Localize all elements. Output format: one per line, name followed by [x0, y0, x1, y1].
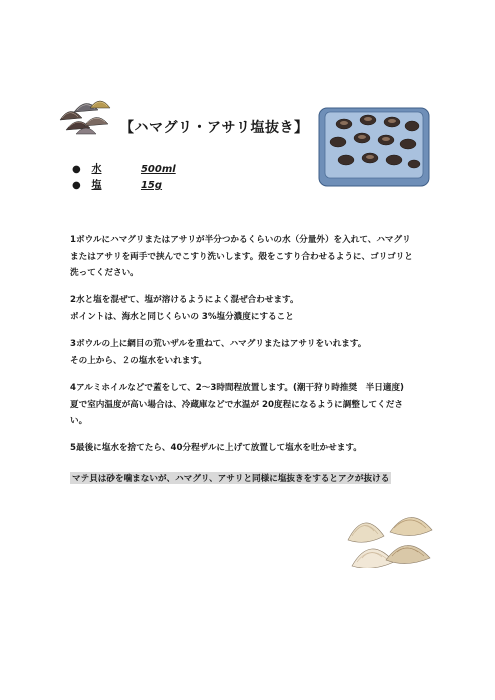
bullet-icon: ● [72, 164, 81, 175]
step-line: 1ボウルにハマグリまたはアサリが半分つかるくらいの水（分量外）を入れて、ハマグリ [70, 235, 411, 245]
bullet-icon: ● [72, 180, 81, 191]
highlighted-note: マテ貝は砂を噛まないが、ハマグリ、アサリと同様に塩抜きをするとアクが抜ける [72, 474, 390, 484]
step-line: い。 [70, 416, 88, 426]
step-line: またはアサリを両手で挟んでこすり洗いします。殻をこすり合わせるように、ゴリゴリと [70, 251, 413, 262]
clams-pile-illustration [56, 90, 112, 136]
ingredient-amount: 500ml [140, 164, 176, 175]
hamaguri-clams-illustration [344, 506, 436, 568]
step-line: 3ボウルの上に網目の荒いザルを重ねて、ハマグリまたはアサリをいれます。 [70, 339, 367, 349]
step-1 [70, 232, 430, 282]
ingredient-row [72, 160, 180, 175]
step-line: 2水と塩を混ぜて、塩が溶けるようによく混ぜ合わせます。 [70, 295, 299, 305]
step-line: 洗ってください。 [70, 268, 139, 278]
clams-in-tray-illustration [316, 102, 432, 188]
step-line: 5最後に塩水を捨てたら、40分程ザルに上げて放置して塩水を吐かせます。 [70, 443, 362, 453]
step-line: 4アルミホイルなどで蓋をして、2～3時間程放置します。(潮干狩り時推奨 半日適度) [70, 383, 404, 393]
ingredient-amount: 15g [140, 180, 163, 191]
step-line: 夏で室内温度が高い場合は、冷蔵庫などで水温が 20度程になるように調整してくださ [70, 399, 403, 410]
step-line: その上から、２の塩水をいれます。 [70, 355, 207, 366]
step-line: ポイントは、海水と同じくらいの 3%塩分濃度にすること [70, 311, 294, 322]
step-3 [70, 336, 430, 369]
page-title: 【ハマグリ・アサリ塩抜き】 [120, 120, 309, 136]
ingredient-row [72, 176, 166, 191]
step-5 [70, 440, 430, 457]
ingredient-name: 塩 [91, 180, 102, 191]
step-4 [70, 380, 430, 430]
ingredient-name: 水 [91, 164, 102, 175]
step-2 [70, 292, 430, 325]
